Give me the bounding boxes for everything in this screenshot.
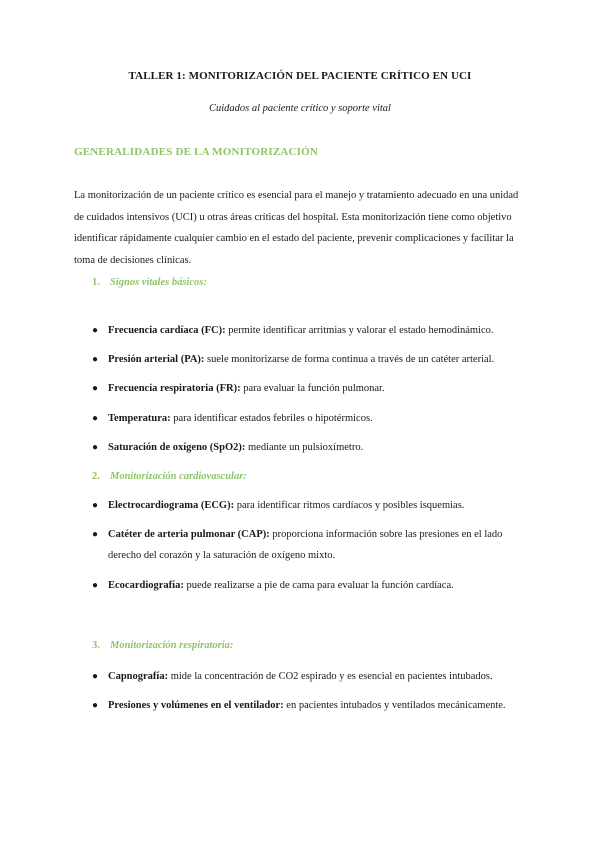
item-term: Temperatura: [108,413,171,424]
item-term: Capnografía: [108,671,169,682]
list-item [92,378,532,399]
subsection-number: 2. [92,471,100,482]
item-text: puede realizarse a pie de cama para evaluar la función cardíaca. [183,580,454,591]
subsection-title: Signos vitales básicos: [110,277,207,288]
list-item [92,437,532,458]
item-text: para evaluar la función pulmonar. [240,383,385,394]
subsection-heading-3 [92,640,233,651]
list-item [92,575,532,596]
item-term: Electrocardiograma (ECG): [108,500,235,511]
bullet-icon: ● [92,700,99,711]
list-item [92,320,532,341]
item-text: suele monitorizarse de forma continua a través de un catéter arterial. [204,354,495,365]
subsection-title: Monitorización cardiovascular: [110,471,247,482]
item-text: en pacientes intubados y ventilados mecánicamente. [283,700,506,711]
subsection-heading-2 [92,471,247,482]
list-item [92,524,532,566]
section-heading: GENERALIDADES DE LA MONITORIZACIÓN [74,146,319,158]
item-term: Presión arterial (PA): [108,354,205,365]
list-item [92,695,532,716]
bullet-icon: ● [92,529,99,540]
item-text: proporciona información sobre las presiones en el lado derecho del corazón y la saturación de oxígeno mixto. [108,529,503,561]
bullet-icon: ● [92,383,99,394]
bullet-icon: ● [92,354,99,365]
item-term: Saturación de oxígeno (SpO2): [108,442,246,453]
subsection-title: Monitorización respiratoria: [110,640,234,651]
subsection-heading-1 [92,277,207,288]
item-text: mediante un pulsioxímetro. [245,442,364,453]
bullet-icon: ● [92,671,99,682]
item-text: permite identificar arritmias y valorar el estado hemodinámico. [225,325,494,336]
item-text: mide la concentración de CO2 espirado y es esencial en pacientes intubados. [168,671,493,682]
item-text: para identificar estados febriles o hipotérmicos. [170,413,373,424]
subsection-number: 3. [92,640,100,651]
item-text: para identificar ritmos cardíacos y posibles isquemias. [234,500,465,511]
list-item [92,408,532,429]
bullet-icon: ● [92,580,99,591]
bullet-icon: ● [92,325,99,336]
intro-paragraph: La monitorización de un paciente crítico es esencial para el manejo y tratamiento adecuado en una unidad de cuidados intensivos (UCI) u otras áreas críticas del hospital. Esta monitorización tiene como objetivo identificar rápidamente cualquier cambio en el estado del paciente, prevenir complicaciones y facilitar la toma de decisiones clínicas. [74,190,519,266]
list-item [92,349,532,370]
item-term: Frecuencia cardíaca (FC): [108,325,226,336]
list-item [92,666,532,687]
subsection-number: 1. [92,277,100,288]
item-term: Frecuencia respiratoria (FR): [108,383,241,394]
item-term: Presiones y volúmenes en el ventilador: [108,700,284,711]
item-term: Catéter de arteria pulmonar (CAP): [108,529,270,540]
bullet-icon: ● [92,413,99,424]
bullet-icon: ● [92,442,99,453]
bullet-icon: ● [92,500,99,511]
document-subtitle: Cuidados al paciente crítico y soporte vital [209,103,391,114]
list-item [92,495,532,516]
document-title: TALLER 1: MONITORIZACIÓN DEL PACIENTE CRÍTICO EN UCI [128,70,472,82]
item-term: Ecocardiografía: [108,580,184,591]
